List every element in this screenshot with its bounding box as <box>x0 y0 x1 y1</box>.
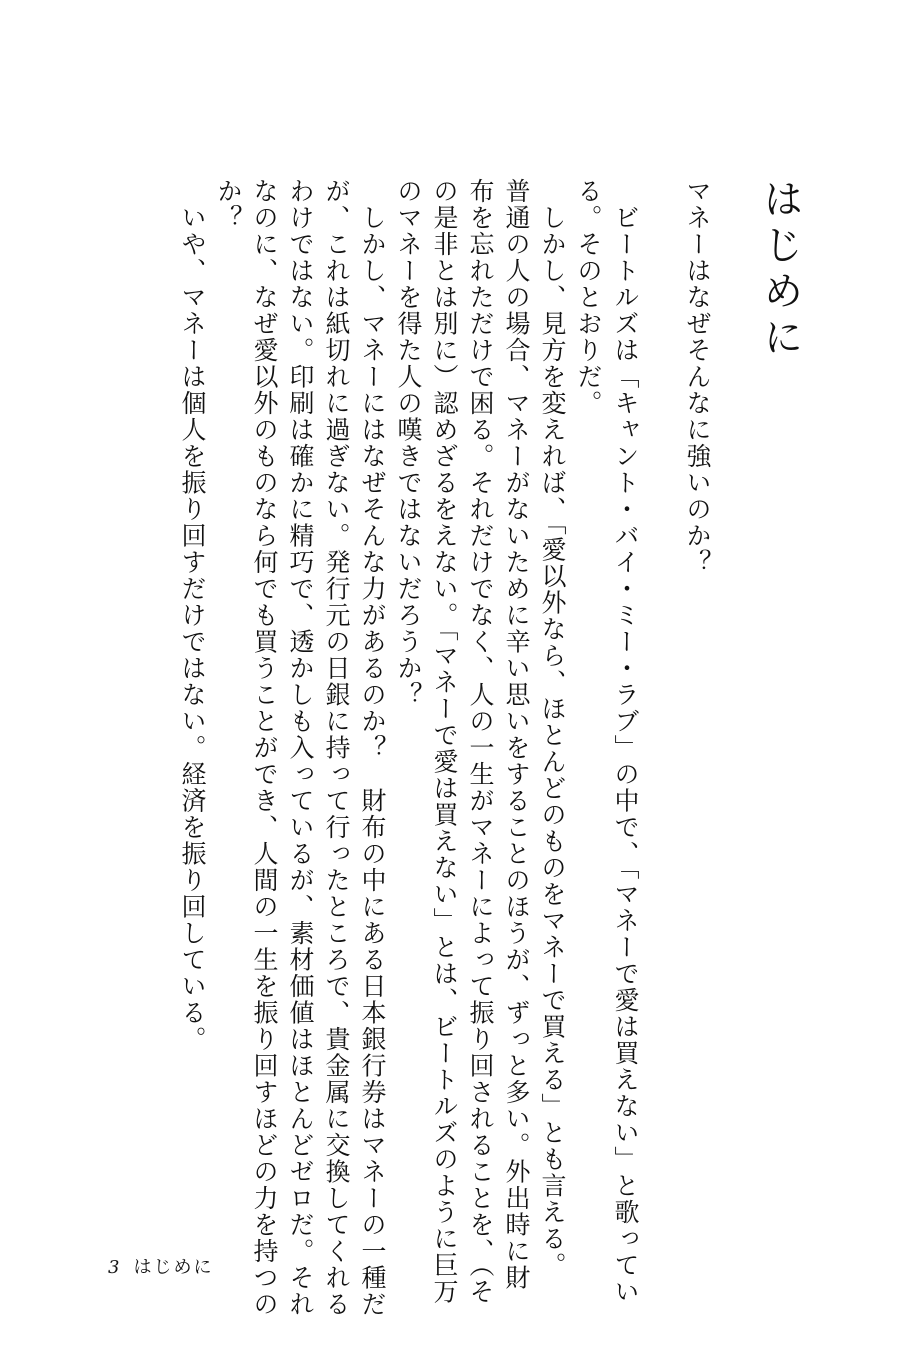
body-column-1: ビートルズは「キャント・バイ・ミー・ラブ」の中で、「マネーで愛は買えない」と歌ってい <box>611 178 640 1305</box>
chapter-title: はじめに <box>757 178 803 362</box>
body-column-13: いや、マネーは個人を振り回すだけではない。経済を振り回している。 <box>178 178 207 1053</box>
body-column-4: 普通の人の場合、マネーがないために辛い思いをすることのほうが、ずっと多い。外出時に財 <box>502 178 531 1291</box>
body-column-3: しかし、見方を変えれば、「愛以外なら、ほとんどのものをマネーで買える」とも言える。 <box>538 178 567 1279</box>
body-column-12: か？ <box>214 178 243 231</box>
body-column-5: 布を忘れただけで困る。それだけでなく、人の一生がマネーによって振り回されることを、（そ <box>466 178 495 1305</box>
body-column-6: の是非とは別に）認めざるをえない。「マネーで愛は買えない」とは、ビートルズのように巨万 <box>430 178 459 1305</box>
body-column-7: のマネーを得た人の嘆きではないだろうか？ <box>394 178 423 708</box>
page-number: 3 <box>108 1257 122 1278</box>
body-column-10: わけではない。印刷は確かに精巧で、透かしも入っているが、素材価値はほとんどゼロだ。それ <box>286 178 315 1318</box>
body-column-9: が、これは紙切れに過ぎない。発行元の日銀に持って行ったところで、貴金属に交換してくれる <box>322 178 351 1318</box>
section-heading: マネーはなぜそんなに強いのか？ <box>683 178 712 576</box>
running-title: はじめに <box>133 1257 214 1278</box>
body-column-2: る。そのとおりだ。 <box>574 178 603 417</box>
page-footer <box>108 1253 213 1279</box>
body-column-11: なのに、なぜ愛以外のものなら何でも買うことができ、人間の一生を振り回すほどの力を持つの <box>250 178 279 1318</box>
body-column-8: しかし、マネーにはなぜそんな力があるのか？ 財布の中にある日本銀行券はマネーの一種だ <box>358 178 387 1318</box>
